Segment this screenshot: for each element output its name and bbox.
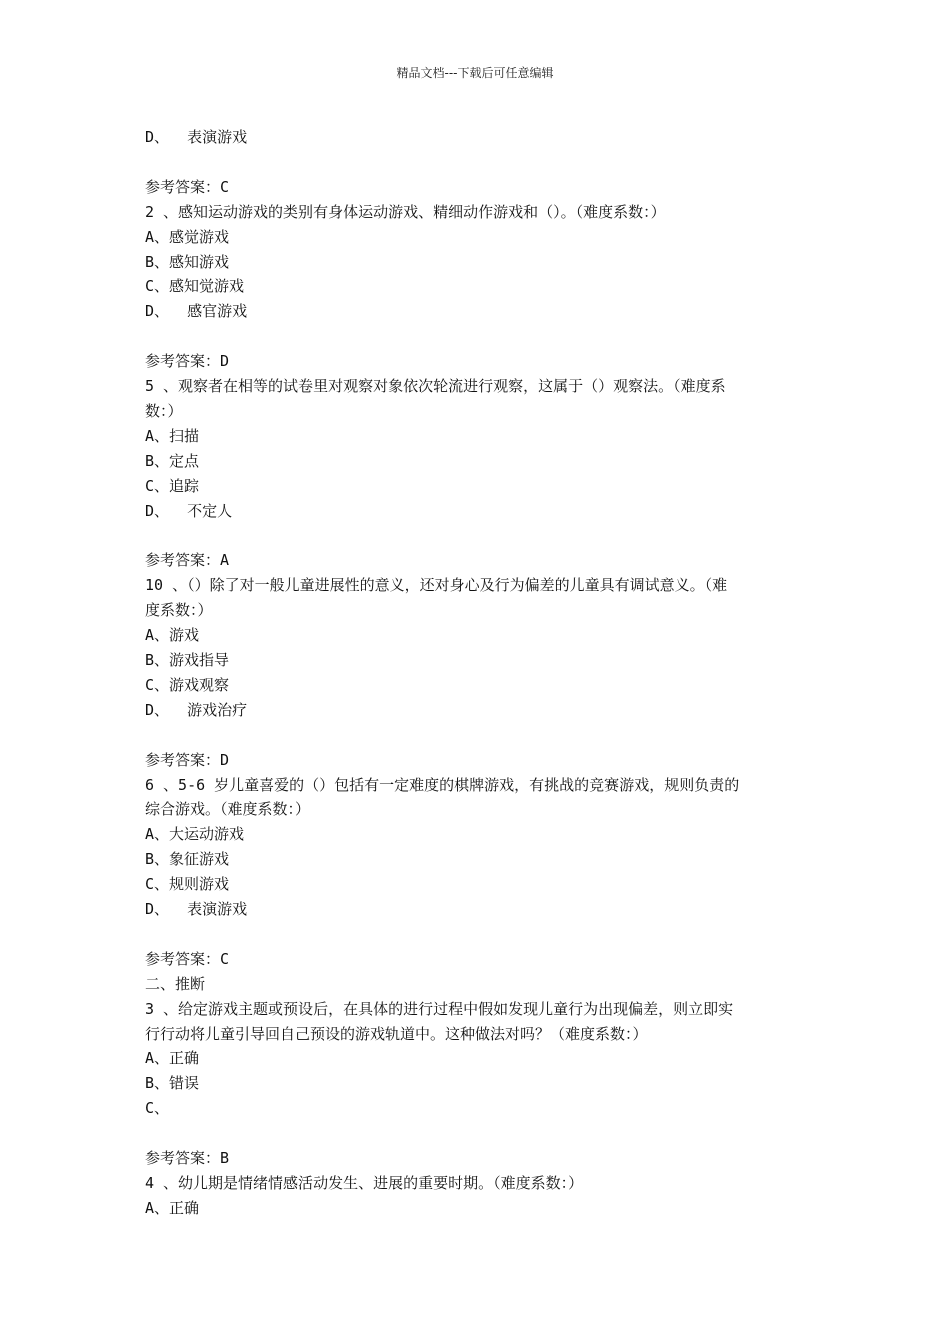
option-line: D、 表演游戏 [145,128,248,146]
document-body [145,125,810,1221]
answer-line: 参考答案：D [145,352,230,371]
text-line: 行行动将儿童引导回自己预设的游戏轨道中。这种做法对吗？（难度系数：） [145,1024,648,1043]
question-line: 10 、（）除了对一般儿童进展性的意义，还对身心及行为偏差的儿童具有调试意义。（难 [145,576,728,595]
blank-line [145,324,810,349]
text-line: 度系数：） [145,601,213,620]
option-line: A、感觉游戏 [145,227,230,246]
answer-line: 参考答案：C [145,177,230,196]
option-line: D、 表演游戏 [145,900,248,919]
option-line: C、感知觉游戏 [145,277,245,296]
question-line: 6 、5-6 岁儿童喜爱的（）包括有一定难度的棋牌游戏，有挑战的竞赛游戏，规则负责的 [145,775,740,794]
text-line: 综合游戏。（难度系数：） [145,800,311,819]
option-line: C、 [145,1099,170,1118]
section-heading: 二、推断 [145,974,206,993]
option-line: A、正确 [145,1198,200,1217]
page-header: 精品文档---下载后可任意编辑 [396,66,554,80]
question-line: 2 、感知运动游戏的类别有身体运动游戏、精细动作游戏和（）。（难度系数：） [145,202,666,221]
answer-line: 参考答案：C [145,949,230,968]
option-line: D、 不定人 [145,501,233,520]
option-line: A、扫描 [145,426,200,445]
blank-line [145,150,810,175]
option-line: B、感知游戏 [145,252,230,271]
option-line: D、 感官游戏 [145,302,248,321]
option-line: B、象征游戏 [145,850,230,869]
blank-line [145,922,810,947]
option-line: A、正确 [145,1049,200,1068]
question-line: 3 、给定游戏主题或预设后，在具体的进行过程中假如发现儿童行为出现偏差，则立即实 [145,999,734,1018]
blank-line [145,723,810,748]
option-line: C、游戏观察 [145,675,230,694]
option-line: B、错误 [145,1074,200,1093]
answer-line: 参考答案：D [145,750,230,769]
option-line: B、定点 [145,451,200,470]
answer-line: 参考答案：A [145,551,230,570]
option-line: A、游戏 [145,626,200,645]
option-line: D、 游戏治疗 [145,700,248,719]
option-line: C、规则游戏 [145,875,230,894]
answer-line: 参考答案：B [145,1149,230,1168]
blank-line [145,1121,810,1146]
option-line: C、追踪 [145,476,200,495]
text-line: 数：） [145,401,183,420]
option-line: A、大运动游戏 [145,825,245,844]
option-line: B、游戏指导 [145,650,230,669]
question-line: 5 、观察者在相等的试卷里对观察对象依次轮流进行观察，这属于（）观察法。（难度系 [145,377,726,396]
question-line: 4 、幼儿期是情绪情感活动发生、进展的重要时期。（难度系数：） [145,1173,584,1192]
blank-line [145,523,810,548]
